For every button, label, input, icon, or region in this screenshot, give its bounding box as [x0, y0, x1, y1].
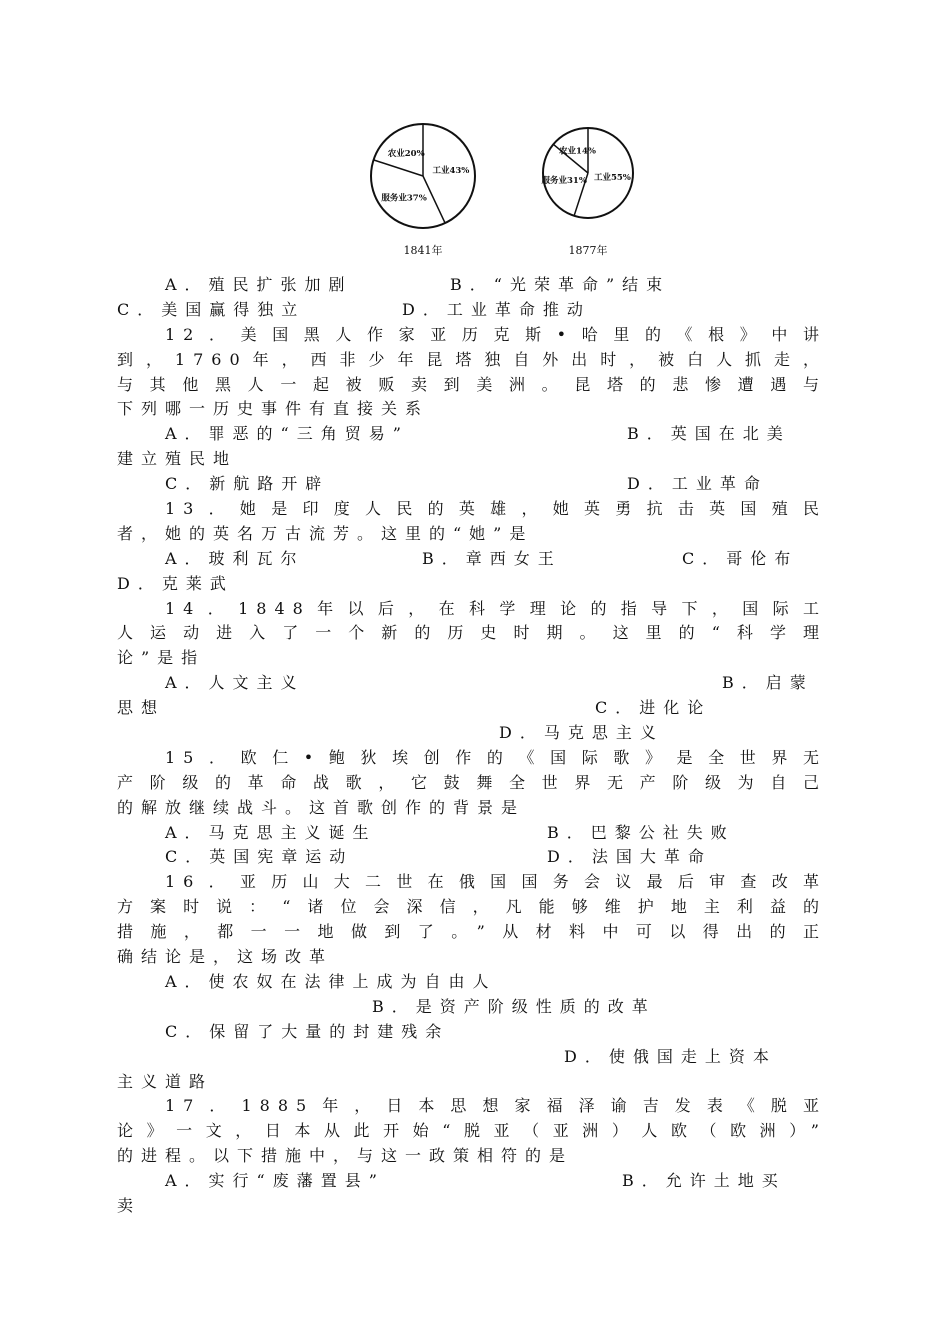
- q12-option-c: C．新航路开辟: [165, 474, 330, 494]
- q12-stem-line: 12．美国黑人作家亚历克斯•哈里的《根》中讲: [165, 324, 827, 344]
- q14-stem-line: 人运动进入了一个新的历史时期。这里的“科学理: [117, 623, 827, 643]
- q16-option-b: B．是资产阶级性质的改革: [372, 996, 656, 1016]
- q11-option-d: D．工业革命推动: [402, 299, 591, 319]
- q15-option-a: A．马克思主义诞生: [165, 822, 377, 842]
- document-body: [117, 273, 827, 1219]
- q13-option-d: D．克莱武: [117, 573, 234, 593]
- q12-option-b: B．英国在北美: [627, 424, 791, 444]
- q15-option-c: C．英国宪章运动: [165, 847, 354, 867]
- pie-slice-label: 服务业31%: [541, 175, 587, 186]
- q13-stem-line: 13．她是印度人民的英雄，她英勇抗击英国殖民: [165, 499, 827, 519]
- pie-slice-label: 工业55%: [593, 172, 631, 183]
- q15-stem-line: 产阶级的革命战歌，它鼓舞全世界无产阶级为自己: [117, 772, 827, 792]
- q14-option-d-line: [117, 721, 827, 746]
- q17-option-b: B．允许土地买: [622, 1171, 786, 1191]
- q14-option-a: A．人文主义: [165, 673, 305, 693]
- pie-slice-label: 农业20%: [387, 148, 425, 159]
- pie-chart-year-title: 1877年: [568, 244, 608, 257]
- q15-option-b: B．巴黎公社失败: [547, 822, 735, 842]
- q16-option-c: C．保留了大量的封建残余: [165, 1021, 450, 1041]
- q16-stem-line: 方案时说：“诸位会深信，凡能够维护地主利益的: [117, 897, 827, 917]
- q16-stem-line: 确结论是，这场改革: [117, 947, 334, 967]
- q14-options-ab: [117, 671, 827, 696]
- q13-option-a: A．玻利瓦尔: [165, 548, 305, 568]
- q13-option-c: C．哥伦布: [682, 548, 799, 568]
- q12-stem-line: 与其他黑人一起被贩卖到美洲。昆塔的悲惨遭遇与: [117, 374, 827, 394]
- q13-option-b: B．章西女王: [422, 548, 562, 568]
- q17-stem-line: 论》一文，日本从此开始“脱亚（亚洲）人欧（欧洲）”: [117, 1121, 827, 1141]
- q15-options-ab: [117, 821, 827, 846]
- q17-stem-line: 17．1885年，日本思想家福泽谕吉发表《脱亚: [165, 1096, 827, 1116]
- q16-option-d: D．使俄国走上资本: [564, 1046, 777, 1066]
- q14-options-bc: [117, 696, 827, 721]
- q12-option-d: D．工业革命: [627, 474, 768, 494]
- q16-stem-line: 措施，都一一地做到了。”从材料中可以得出的正: [117, 922, 827, 942]
- q12-options-ab: [117, 422, 827, 447]
- q15-stem-line: 的解放继续战斗。这首歌创作的背景是: [117, 797, 526, 817]
- q14-stem-line: 论”是指: [117, 648, 206, 668]
- q17-options-ab: [117, 1169, 827, 1194]
- q15-stem-line: 15．欧仁•鲍狄埃创作的《国际歌》是全世界无: [165, 747, 827, 767]
- q16-option-d-line: [117, 1045, 827, 1070]
- q15-options-cd: [117, 845, 827, 870]
- pie-chart-year-title: 1841年: [403, 244, 443, 257]
- q11-option-b: B．“光荣革命”结束: [450, 275, 671, 294]
- q13-options-abc: [117, 547, 827, 572]
- q14-option-c: C．进化论: [595, 698, 712, 718]
- pie-slice-label: 农业14%: [559, 146, 596, 157]
- q16-option-a-line: [117, 970, 827, 995]
- pie-charts-svg: [360, 118, 660, 268]
- q11-option-a: A．殖民扩张加剧: [165, 275, 353, 294]
- q17-option-a: A．实行“废藩置县”: [165, 1171, 385, 1191]
- q14-option-b: B．启蒙: [722, 673, 814, 693]
- q11-options-cd: [117, 298, 827, 323]
- q16-stem-line: 16．亚历山大二世在俄国国务会议最后审查改革: [165, 872, 827, 892]
- pie-chart-0: [371, 124, 475, 257]
- pie-charts: [360, 118, 660, 268]
- q16-option-d-cont: 主义道路: [117, 1071, 214, 1091]
- q14-stem-line: 14．1848年以后，在科学理论的指导下，国际工: [165, 598, 827, 618]
- q11-option-c: C．美国赢得独立: [117, 299, 306, 319]
- q12-options-cd: [117, 472, 827, 497]
- q16-option-a: A．使农奴在法律上成为自由人: [165, 971, 497, 991]
- q14-option-b-cont: 思想: [117, 698, 166, 718]
- q16-option-c-line: [117, 1020, 827, 1045]
- q12-stem-line: 下列哪一历史事件有直接关系: [117, 399, 430, 419]
- q12-option-b-cont: 建立殖民地: [117, 449, 238, 469]
- q17-stem-line: 的进程。以下措施中，与这一政策相符的是: [117, 1146, 574, 1166]
- q15-option-d: D．法国大革命: [547, 847, 712, 867]
- q14-option-d: D．马克思主义: [499, 723, 664, 743]
- q12-option-a: A．罪恶的“三角贸易”: [165, 424, 409, 444]
- q16-option-b-line: [117, 995, 827, 1020]
- q17-option-b-cont: 卖: [117, 1195, 142, 1215]
- pie-slice-label: 工业43%: [432, 165, 470, 176]
- q12-stem-line: 到，1760年，西非少年昆塔独自外出时，被白人抓走，: [117, 349, 827, 369]
- q11-options-ab: [117, 273, 827, 298]
- pie-chart-1: [541, 128, 633, 257]
- pie-slice-label: 服务业37%: [381, 193, 427, 204]
- q13-stem-line: 者，她的英名万古流芳。这里的“她”是: [117, 523, 534, 543]
